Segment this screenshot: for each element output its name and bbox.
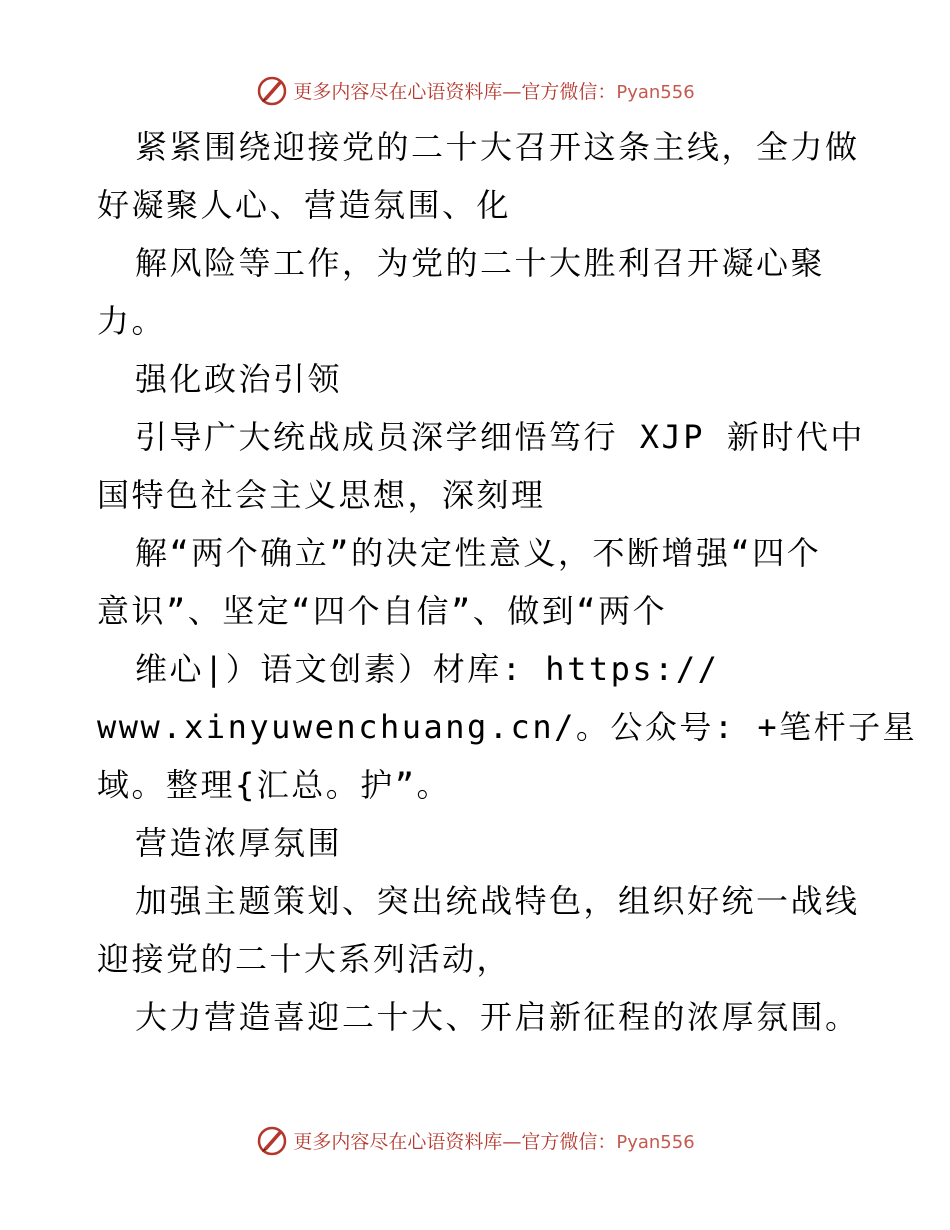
footer-wechat-label: 官方微信： <box>521 1130 617 1153</box>
header-wechat-label: 官方微信： <box>521 80 617 103</box>
body-line: 好凝聚人心、营造氛围、化 <box>97 186 512 224</box>
body-line: 解风险等工作，为党的二十大胜利召开凝心聚 <box>135 244 826 282</box>
document-body <box>97 118 918 1046</box>
body-line: 迎接党的二十大系列活动， <box>97 940 512 978</box>
body-line: 国特色社会主义思想，深刻理 <box>97 476 546 514</box>
footer-wechat-id: Pyan556 <box>616 1131 695 1153</box>
quill-pen-logo-icon <box>255 1123 289 1157</box>
header-banner <box>0 70 950 110</box>
section-heading: 强化政治引领 <box>135 360 343 398</box>
body-line: 引导广大统战成员深学细悟笃行 XJP 新时代中 <box>135 418 865 456</box>
header-site-name: 更多内容尽在心语资料库 <box>293 80 503 103</box>
body-line: 意识”、坚定“四个自信”、做到“两个 <box>97 592 668 630</box>
body-line: 力。 <box>97 302 167 340</box>
body-line: 紧紧围绕迎接党的二十大召开这条主线，全力做 <box>135 128 860 166</box>
body-line: 加强主题策划、突出统战特色，组织好统一战线 <box>135 882 860 920</box>
footer-banner <box>0 1120 950 1160</box>
footer-banner-text <box>293 1127 694 1154</box>
body-line: 域。整理{汇总。护”。 <box>97 766 452 804</box>
body-line: 大力营造喜迎二十大、开启新征程的浓厚氛围。 <box>135 998 860 1036</box>
footer-site-name: 更多内容尽在心语资料库 <box>293 1130 503 1153</box>
footer-dash: — <box>502 1130 522 1153</box>
body-line: 解“两个确立”的决定性意义，不断增强“四个 <box>135 534 822 572</box>
header-banner-text <box>293 77 694 104</box>
section-heading: 营造浓厚氛围 <box>135 824 343 862</box>
body-line: 维心|）语文创素）材库: https:// <box>135 650 720 688</box>
body-line: www.xinyuwenchuang.cn/。公众号: +笔杆子星 <box>97 708 918 746</box>
header-dash: — <box>502 80 522 103</box>
header-wechat-id: Pyan556 <box>616 81 695 103</box>
quill-pen-logo-icon <box>255 73 289 107</box>
